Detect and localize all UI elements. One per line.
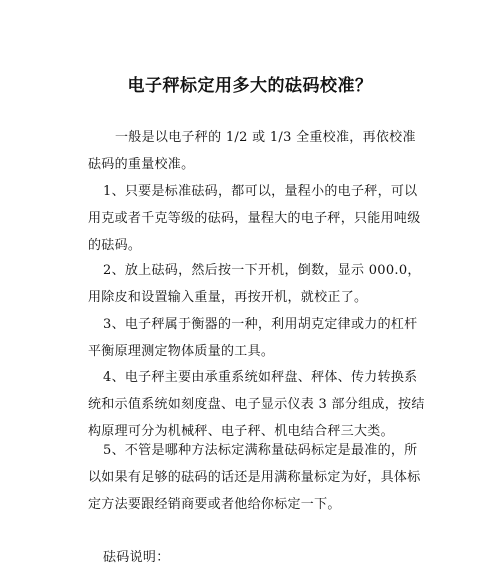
paragraph-item-4: 4、电子秤主要由承重系统如秤盘、秤体、传力转换系统和示值系统如刻度盘、电子显示仪表 3 部分组成，按结构原理可分为机械秤、电子秤、机电结合秤三大类。 bbox=[88, 370, 425, 439]
paragraph-item-2: 2、放上砝码，然后按一下开机，倒数，显示 000.0，用除皮和设置输入重量，再按开机，就校正了。 bbox=[88, 263, 421, 305]
intro-paragraph: 一般是以电子秤的 1/2 或 1/3 全重校准，再依校准砝码的重量校准。 bbox=[88, 130, 416, 172]
paragraph-item-3: 3、电子秤属于衡器的一种，利用胡克定律或力的杠杆平衡原理测定物体质量的工具。 bbox=[88, 317, 418, 359]
paragraph-item-1: 1、只要是标准砝码，都可以，量程小的电子秤，可以用克或者千克等级的砝码，量程大的电子秤，只能用吨级的砝码。 bbox=[88, 184, 421, 253]
weights-note-heading: 砝码说明： bbox=[103, 550, 170, 565]
paragraph-item-5: 5、不管是哪种方法标定满称量砝码标定是最准的，所以如果有足够的砝码的话还是用满称量标定为好，具体标定方法要跟经销商要或者他给你标定一下。 bbox=[88, 443, 421, 512]
document-title: 电子秤标定用多大的砝码校准？ bbox=[127, 76, 373, 96]
